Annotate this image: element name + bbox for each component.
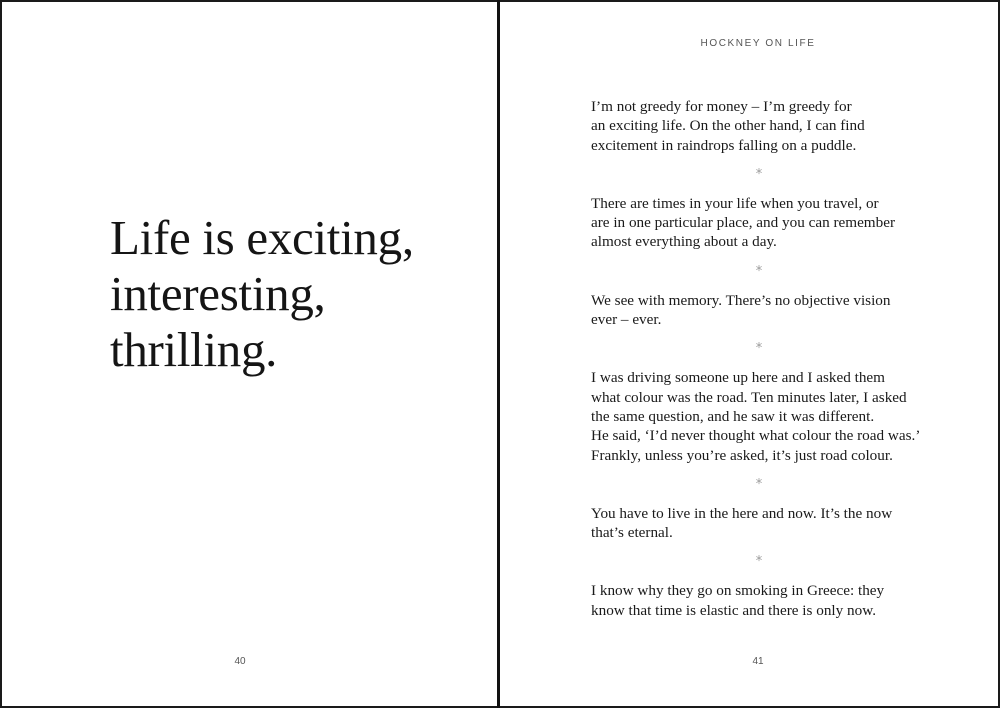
quote-line: There are times in your life when you travel, or bbox=[591, 194, 879, 212]
quote-line: know that time is elastic and there is only now. bbox=[591, 601, 876, 619]
page-number: 41 bbox=[752, 656, 764, 667]
asterisk-separator-icon: * bbox=[755, 476, 763, 492]
quote-line: that’s eternal. bbox=[591, 524, 673, 542]
quote-block bbox=[591, 368, 951, 464]
quote-line: ever – ever. bbox=[591, 311, 662, 329]
quote-block bbox=[591, 291, 951, 330]
quote-line: are in one particular place, and you can remember bbox=[591, 214, 896, 232]
quote-line: what colour was the road. Ten minutes later, I asked bbox=[591, 388, 907, 406]
quote-line: I know why they go on smoking in Greece: they bbox=[591, 582, 885, 600]
quote-list bbox=[591, 97, 951, 620]
quote-block bbox=[591, 194, 951, 252]
quote-line: We see with memory. There’s no objective vision bbox=[591, 291, 891, 309]
asterisk-separator-icon: * bbox=[755, 341, 763, 357]
running-head: HOCKNEY ON LIFE bbox=[700, 38, 816, 49]
quote-line: He said, ‘I’d never thought what colour the road was.’ bbox=[591, 427, 921, 445]
quote-line: I’m not greedy for money – I’m greedy for bbox=[591, 98, 852, 115]
quote-line: You have to live in the here and now. It’s the now bbox=[591, 504, 893, 522]
quote-line: an exciting life. On the other hand, I can find bbox=[591, 117, 865, 135]
asterisk-separator-icon: * bbox=[755, 554, 763, 570]
quote-line: almost everything about a day. bbox=[591, 233, 777, 251]
quote-line: Frankly, unless you’re asked, it’s just road colour. bbox=[591, 446, 893, 464]
quote-line: the same question, and he saw it was different. bbox=[591, 407, 875, 425]
quote-block bbox=[591, 97, 951, 155]
asterisk-separator-icon: * bbox=[755, 263, 763, 279]
asterisk-separator-icon: * bbox=[755, 166, 763, 182]
pull-quote-line: interesting, bbox=[110, 266, 326, 321]
quote-line: I was driving someone up here and I asked them bbox=[591, 369, 885, 387]
quote-block bbox=[591, 504, 951, 543]
quote-block bbox=[591, 581, 951, 620]
pull-quote-line: thrilling. bbox=[110, 322, 278, 377]
quote-line: excitement in raindrops falling on a puddle. bbox=[591, 136, 857, 154]
pull-quote bbox=[110, 210, 414, 378]
left-page bbox=[0, 0, 497, 708]
page-number: 40 bbox=[234, 656, 246, 667]
right-page bbox=[500, 0, 1000, 708]
pull-quote-line: Life is exciting, bbox=[110, 210, 414, 265]
